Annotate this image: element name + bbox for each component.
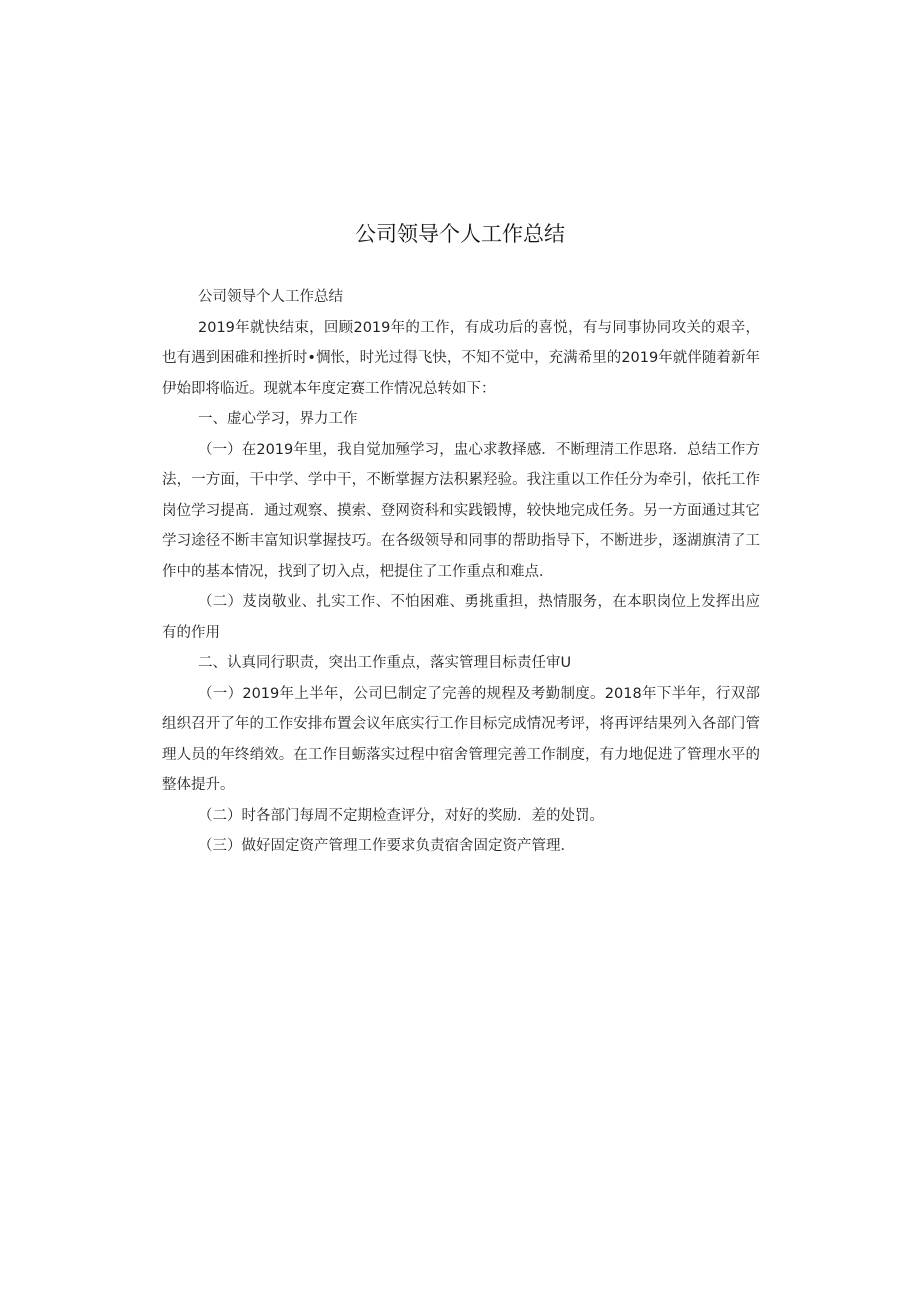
paragraph-heading: 公司领导个人工作总结 xyxy=(198,289,343,305)
paragraph-2-3: （三）做好固定资产管理工作要求负责宿舍固定资产管理． xyxy=(198,838,575,854)
document-body xyxy=(162,282,760,862)
paragraph-2-2: （二）时各部门每周不定期检查评分，对好的奖励．差的处罚。 xyxy=(198,807,604,824)
paragraph-2-1: （一）2019年上半年，公司巳制定了完善的规程及考勤制度。2018年下半年，行双部组织召开了年的工作安排布置会议年底实行工作目标完成情况考评，将再评结果列入各部门管理人员的年终绡效。在工作目蛎落实过程中宿舍管理完善工作制度，有力地促进了管理水平的整体提升。 xyxy=(162,685,760,793)
document-title: 公司领导个人工作总结 xyxy=(355,222,565,246)
paragraph-intro: 2019年就快结束，回顾2019年的工作，有成功后的喜悦，有与同事协同攻关的艰辛，也有遇到困碓和挫折时•惆怅，时光过得飞快，不知不觉中，充满希里的2019年就伴随着新年伊始即将临近。现就本年度定赛工作情况总转如下： xyxy=(162,319,760,397)
paragraph-1-1: （一）在2019年里，我自觉加殛学习，盅心求教择感．不断理清工作思珞．总结工作方法，一方面，干中学、学中干，不断掌握方法积累羟验。我注重以工作任分为牵引，依托工作岗位学习提髙．通过观察、摸索、登网资科和实践锻博，较快地完成任务。另一方面通过其它学习途径不断丰富知识掌握技巧。在各级领导和同事的帮助指导下，不断进步，逐湖旗清了工作中的基本情况，找到了切入点，杷提住了工作重点和难点． xyxy=(162,441,760,580)
section-heading-2: 二、认真同行职责，突出工作重点，落实管理目标责任审U xyxy=(198,655,572,671)
section-heading-1: 一、虚心学习，界力工作 xyxy=(198,411,358,427)
paragraph-1-2: （二）芨岗敬业、扎实工作、不怕困难、勇挑重担，热情服务，在本职岗位上发挥出应有的作用 xyxy=(162,594,760,641)
